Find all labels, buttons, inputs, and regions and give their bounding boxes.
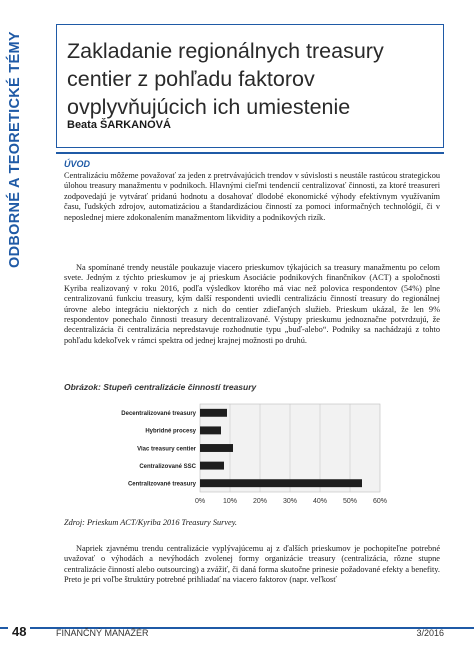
category-label: Centralizované treasury: [127, 481, 196, 488]
category-label: Hybridné procesy: [145, 428, 196, 435]
paragraph-2: Na spomínané trendy neustále poukazuje viacero prieskumov týkajúcich sa treasury manažmentu po celom svete. Jedným z týchto prieskumov je aj prieskum Asociácie podnikových finančníkov (ACT) a spoločnosti Kyriba realizovaný v roku 2016, podľa výsledkov ktorého má viac než polovica respondentov (54%) plne centralizovanú funkciu treasury, kým další respondenti uviedli centralizáciu činností treasury do regionálnej úrovne alebo integráciu niektorých z nich do centier zdieľaných služieb. Prieskum ukázal, že len 9% respondentov ponechalo činnosti treasury decentralizované. Výstupy prieskumu jednoznačne potvrdzujú, že decentralizácia či centralizácia nepredstavuje rozhodnutie typu „buď-alebo“. Podniky sa nachádzajú z tohto pohľadu kdekoľvek v rámci spektra od jednej krajnej možnosti po druhú.: [64, 263, 440, 345]
category-label: Decentralizované treasury: [121, 411, 196, 418]
page-number: 48: [8, 624, 30, 639]
bar: [200, 462, 224, 470]
section-sidebar: [0, 0, 32, 628]
category-label: Centralizované SSC: [139, 463, 196, 470]
section-label: ODBORNÉ A TEORETICKÉ TÉMY: [7, 31, 23, 268]
intro-heading: ÚVOD: [64, 159, 91, 169]
chart-svg: [64, 396, 442, 512]
publication-name: FINANČNÝ MANAŽÉR: [56, 628, 149, 638]
title-divider: [56, 152, 444, 154]
article-author: Beata ŠARKANOVÁ: [67, 119, 171, 131]
centralization-chart: [64, 396, 442, 512]
bar: [200, 444, 233, 452]
x-tick-label: 40%: [312, 498, 328, 505]
title-box: [56, 24, 444, 148]
bar: [200, 479, 362, 487]
x-tick-label: 10%: [222, 498, 238, 505]
x-tick-label: 20%: [252, 498, 268, 505]
x-tick-label: 0%: [194, 498, 206, 505]
paragraph-3: Napriek zjavnému trendu centralizácie vyplývajúcemu aj z ďalších prieskumov je pochopiteľne potrebné uvažovať o výhodách a nevýhodách zvolenej formy organizácie treasury (centralizácia, rôzne stupne centralizácie činností alebo outsourcing) a zvážiť, či daná forma skutočne prinesie požadované efekty a benefity. Preto je pri voľbe štruktúry potrebné prihliadať na viacero faktorov (napr. veľkosť: [64, 544, 440, 585]
issue-number: 3/2016: [416, 628, 444, 638]
x-tick-label: 30%: [282, 498, 298, 505]
x-tick-label: 60%: [372, 498, 388, 505]
category-label: Viac treasury centier: [137, 446, 196, 453]
paragraph-1: Centralizáciu môžeme považovať za jeden z pretrvávajúcich trendov v súvislosti s neustále rastúcou strategickou úlohou treasury manažmentu v podnikoch. Hlavnými cieľmi tendencií centralizovať činnosti, za ktoré treasureri zodpovedajú je vytvárať pridanú hodnotu a dosahovať dlodobé ekonomické výhody efektívnym využívaním času, ľudských zdrojov, automatizáciou a štandardizáciou činností za pomoci informačných technológií, či v neposlednej miere zdokonalením manažmentom likvidity a podnikových rizík.: [64, 171, 440, 222]
article-title: Zakladanie regionálnych treasury centier z pohľadu faktorov ovplyvňujúcich ich umiestenie: [67, 39, 384, 119]
figure-source: Zdroj: Prieskum ACT/Kyriba 2016 Treasury Survey.: [64, 518, 238, 527]
figure-caption: Obrázok: Stupeň centralizácie činností treasury: [64, 382, 257, 392]
bar: [200, 409, 227, 417]
bar: [200, 426, 221, 434]
x-tick-label: 50%: [342, 498, 358, 505]
